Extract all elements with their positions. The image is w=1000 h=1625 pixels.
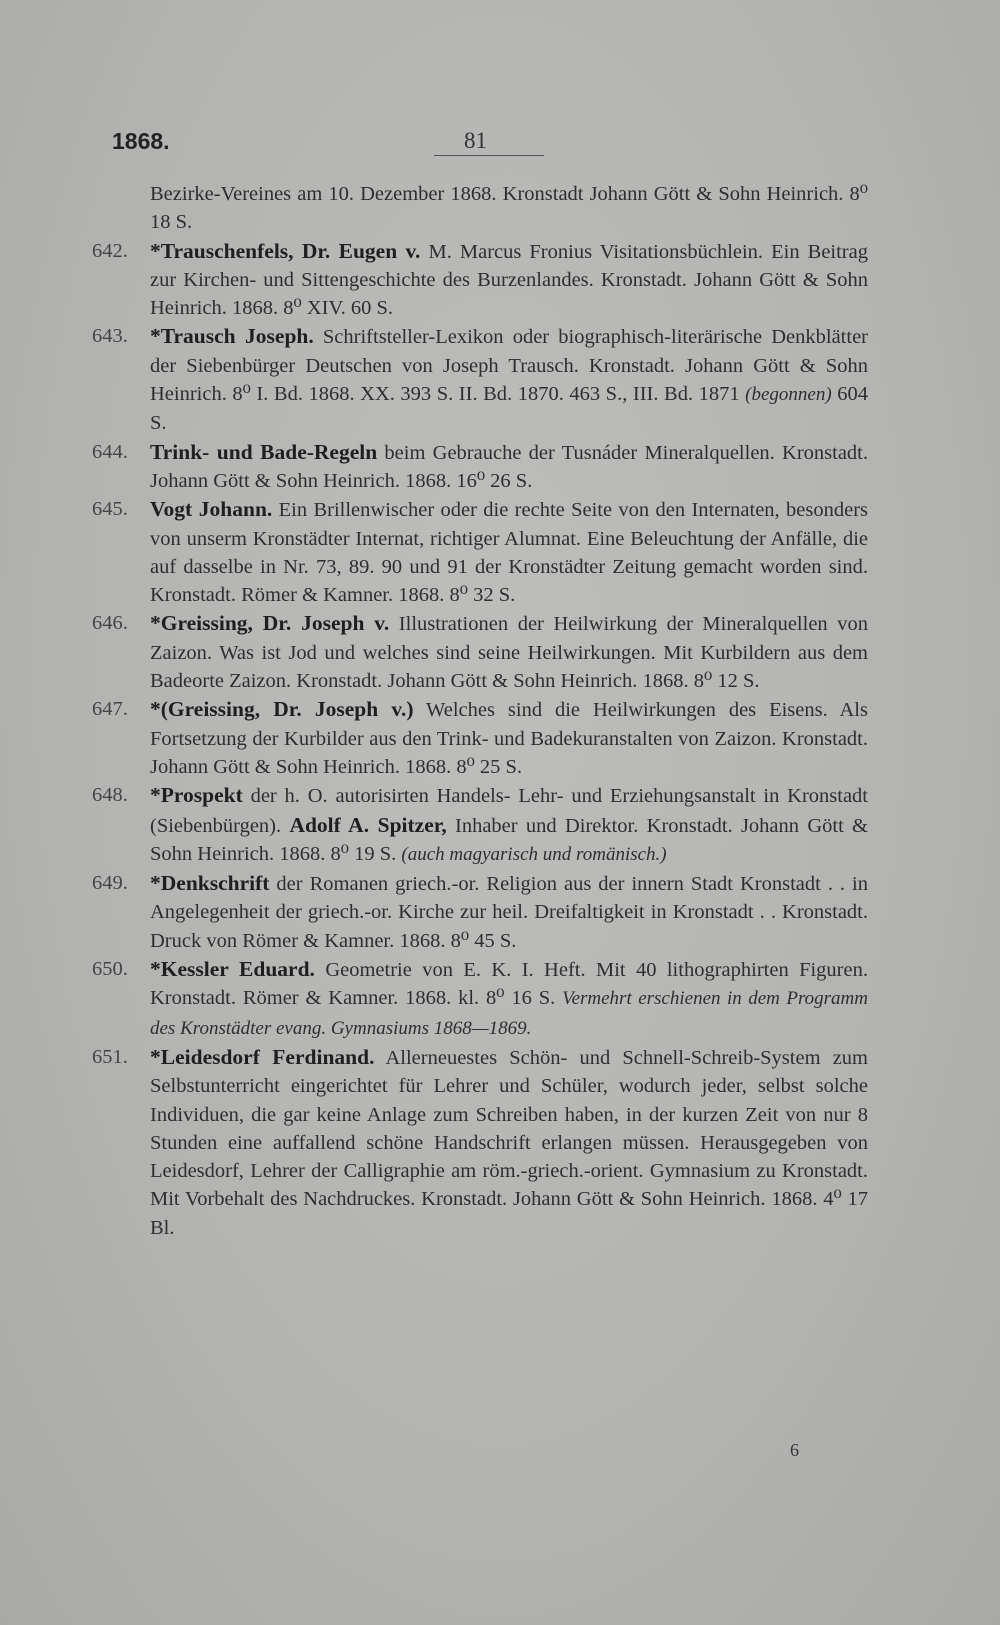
entry-number: 649. [92, 872, 128, 895]
entry-number: 645. [92, 498, 128, 521]
entry-author: Trink- und Bade-Regeln [150, 439, 378, 464]
entry-text: Illustrationen der Heilwirkung der Mineralquellen von Zaizon. Was ist Jod und welches sind seine Heilwirkungen. Mit Kurbildern aus dem Badeorte Zaizon. Kronstadt. Johann Gött & Sohn Heinrich. 1868. 8⁰ 12 S. [150, 613, 869, 693]
entry-text: Welches sind die Heilwirkungen des Eisens. Als Fortsetzung der Kurbilder aus den Trink- und Badekuranstalten von Zaizon. Kronstadt. Johann Gött & Sohn Heinrich. 1868. 8⁰ 25 S. [150, 699, 868, 778]
entry-text: Bezirke-Vereines am 10. Dezember 1868. Kronstadt Johann Gött & Sohn Heinrich. 8⁰ 18 S. [150, 183, 868, 234]
entry-642 [92, 237, 868, 323]
entry-645 [92, 495, 868, 609]
entry-note: Vermehrt erschienen in dem Programm des Kronstädter evang. Gymnasiums 1868—1869. [150, 988, 868, 1039]
signature-mark: 6 [790, 1440, 799, 1460]
entry-number: 646. [92, 612, 128, 635]
entry-text: Ein Brillenwischer oder die rechte Seite von den Internaten, besonders von unserm Kronstädter Internat, richtiger Alumnat. Eine Beleuchtung der Anfälle, die auf dasselbe in Nr. 73, 89. 90 und 91 der Kronstädter Zeitung gemacht worden sind. Kronstadt. Römer & Kamner. 1868. 8⁰ 32 S. [150, 499, 868, 607]
running-head [112, 128, 852, 158]
entry-651 [92, 1043, 868, 1242]
entry-647 [92, 695, 868, 781]
header-rule [434, 155, 544, 156]
entry-author: *Denkschrift [150, 871, 270, 896]
entry-continuation [92, 180, 868, 237]
entry-text: Allerneuestes Schön- und Schnell-Schreib-System zum Selbstunterricht eingerichtet für Lehrer und Schüler, wodurch jeder, selbst solche Individuen, die gar keine Anlage zum Schreiben haben, in der kurzen Zeit von nur 8 Stunden eine auffallend schöne Handschrift erlangen müssen. Herausgegeben von Leidesdorf, Lehrer der Calligraphie am röm.-griech.-orient. Gymnasium zu Kronstadt. Mit Vorbehalt des Nachdruckes. Kronstadt. Johann Gött & Sohn Heinrich. 1868. 4⁰ 17 Bl. [150, 1046, 868, 1239]
entry-person: Adolf A. Spitzer, [289, 812, 447, 837]
entry-text: der h. O. autorisirten Handels- Lehr- und Erziehungsanstalt in Kronstadt (Siebenbürgen). [150, 785, 868, 837]
entry-text: Schriftsteller-Lexikon oder biographisch-literärische Denkblätter der Siebenbürger Deutschen von Joseph Trausch. Kronstadt. Johann Gött & Sohn Heinrich. 8⁰ I. Bd. 1868. XX. 393 S. II. Bd. 1870. 463 S., III. Bd. 1871 [150, 326, 868, 406]
entry-649 [92, 869, 868, 955]
entry-number: 651. [92, 1045, 128, 1068]
entry-author: *Trausch Joseph. [150, 324, 314, 349]
entry-text: Geometrie von E. K. I. Heft. Mit 40 lithographirten Figuren. Kronstadt. Römer & Kamner. 1868. kl. 8⁰ 16 S. [150, 959, 868, 1010]
entry-author: Vogt Johann. [150, 497, 273, 522]
entry-number: 643. [92, 325, 128, 348]
entry-number: 650. [92, 958, 128, 981]
entry-author: *(Greissing, Dr. Joseph v.) [150, 697, 414, 722]
entry-text: der Romanen griech.-or. Religion aus der innern Stadt Kronstadt . . in Angelegenheit der griech.-or. Kirche zur heil. Dreifaltigkeit in Kronstadt . . Kronstadt. Druck von Römer & Kamner. 1868. 8⁰ 45 S. [150, 873, 868, 952]
entry-author: *Greissing, Dr. Joseph v. [150, 611, 390, 636]
entry-644 [92, 438, 868, 496]
header-year: 1868. [112, 128, 170, 154]
entry-note: (begonnen) [745, 384, 832, 406]
bibliography-list [92, 180, 868, 1242]
entry-number: 647. [92, 698, 128, 721]
entry-648 [92, 781, 868, 869]
entry-number: 648. [92, 784, 128, 807]
entry-643 [92, 322, 868, 437]
entry-text-tail: 604 S. [150, 383, 868, 435]
entry-646 [92, 609, 868, 695]
entry-author: *Prospekt [150, 783, 243, 808]
entry-650 [92, 955, 868, 1043]
entry-number: 642. [92, 239, 128, 262]
entry-text-tail: Inhaber und Direktor. Kronstadt. Johann Gött & Sohn Heinrich. 1868. 8⁰ 19 S. [150, 814, 869, 865]
entry-text: M. Marcus Fronius Visitationsbüchlein. Ein Beitrag zur Kirchen- und Sittengeschichte des Burzenlandes. Kronstadt. Johann Gött & Sohn Heinrich. 1868. 8⁰ XIV. 60 S. [150, 240, 868, 320]
entry-note: (auch magyarisch und romänisch.) [401, 843, 667, 865]
entry-author: *Kessler Eduard. [150, 957, 315, 982]
entry-text: beim Gebrauche der Tusnáder Mineralquellen. Kronstadt. Johann Gött & Sohn Heinrich. 1868. 16⁰ 26 S. [150, 441, 868, 492]
entry-author: *Leidesdorf Ferdinand. [150, 1044, 375, 1069]
page-number: 81 [464, 128, 487, 153]
entry-number: 644. [92, 440, 128, 463]
entry-author: *Trauschenfels, Dr. Eugen v. [150, 238, 421, 263]
